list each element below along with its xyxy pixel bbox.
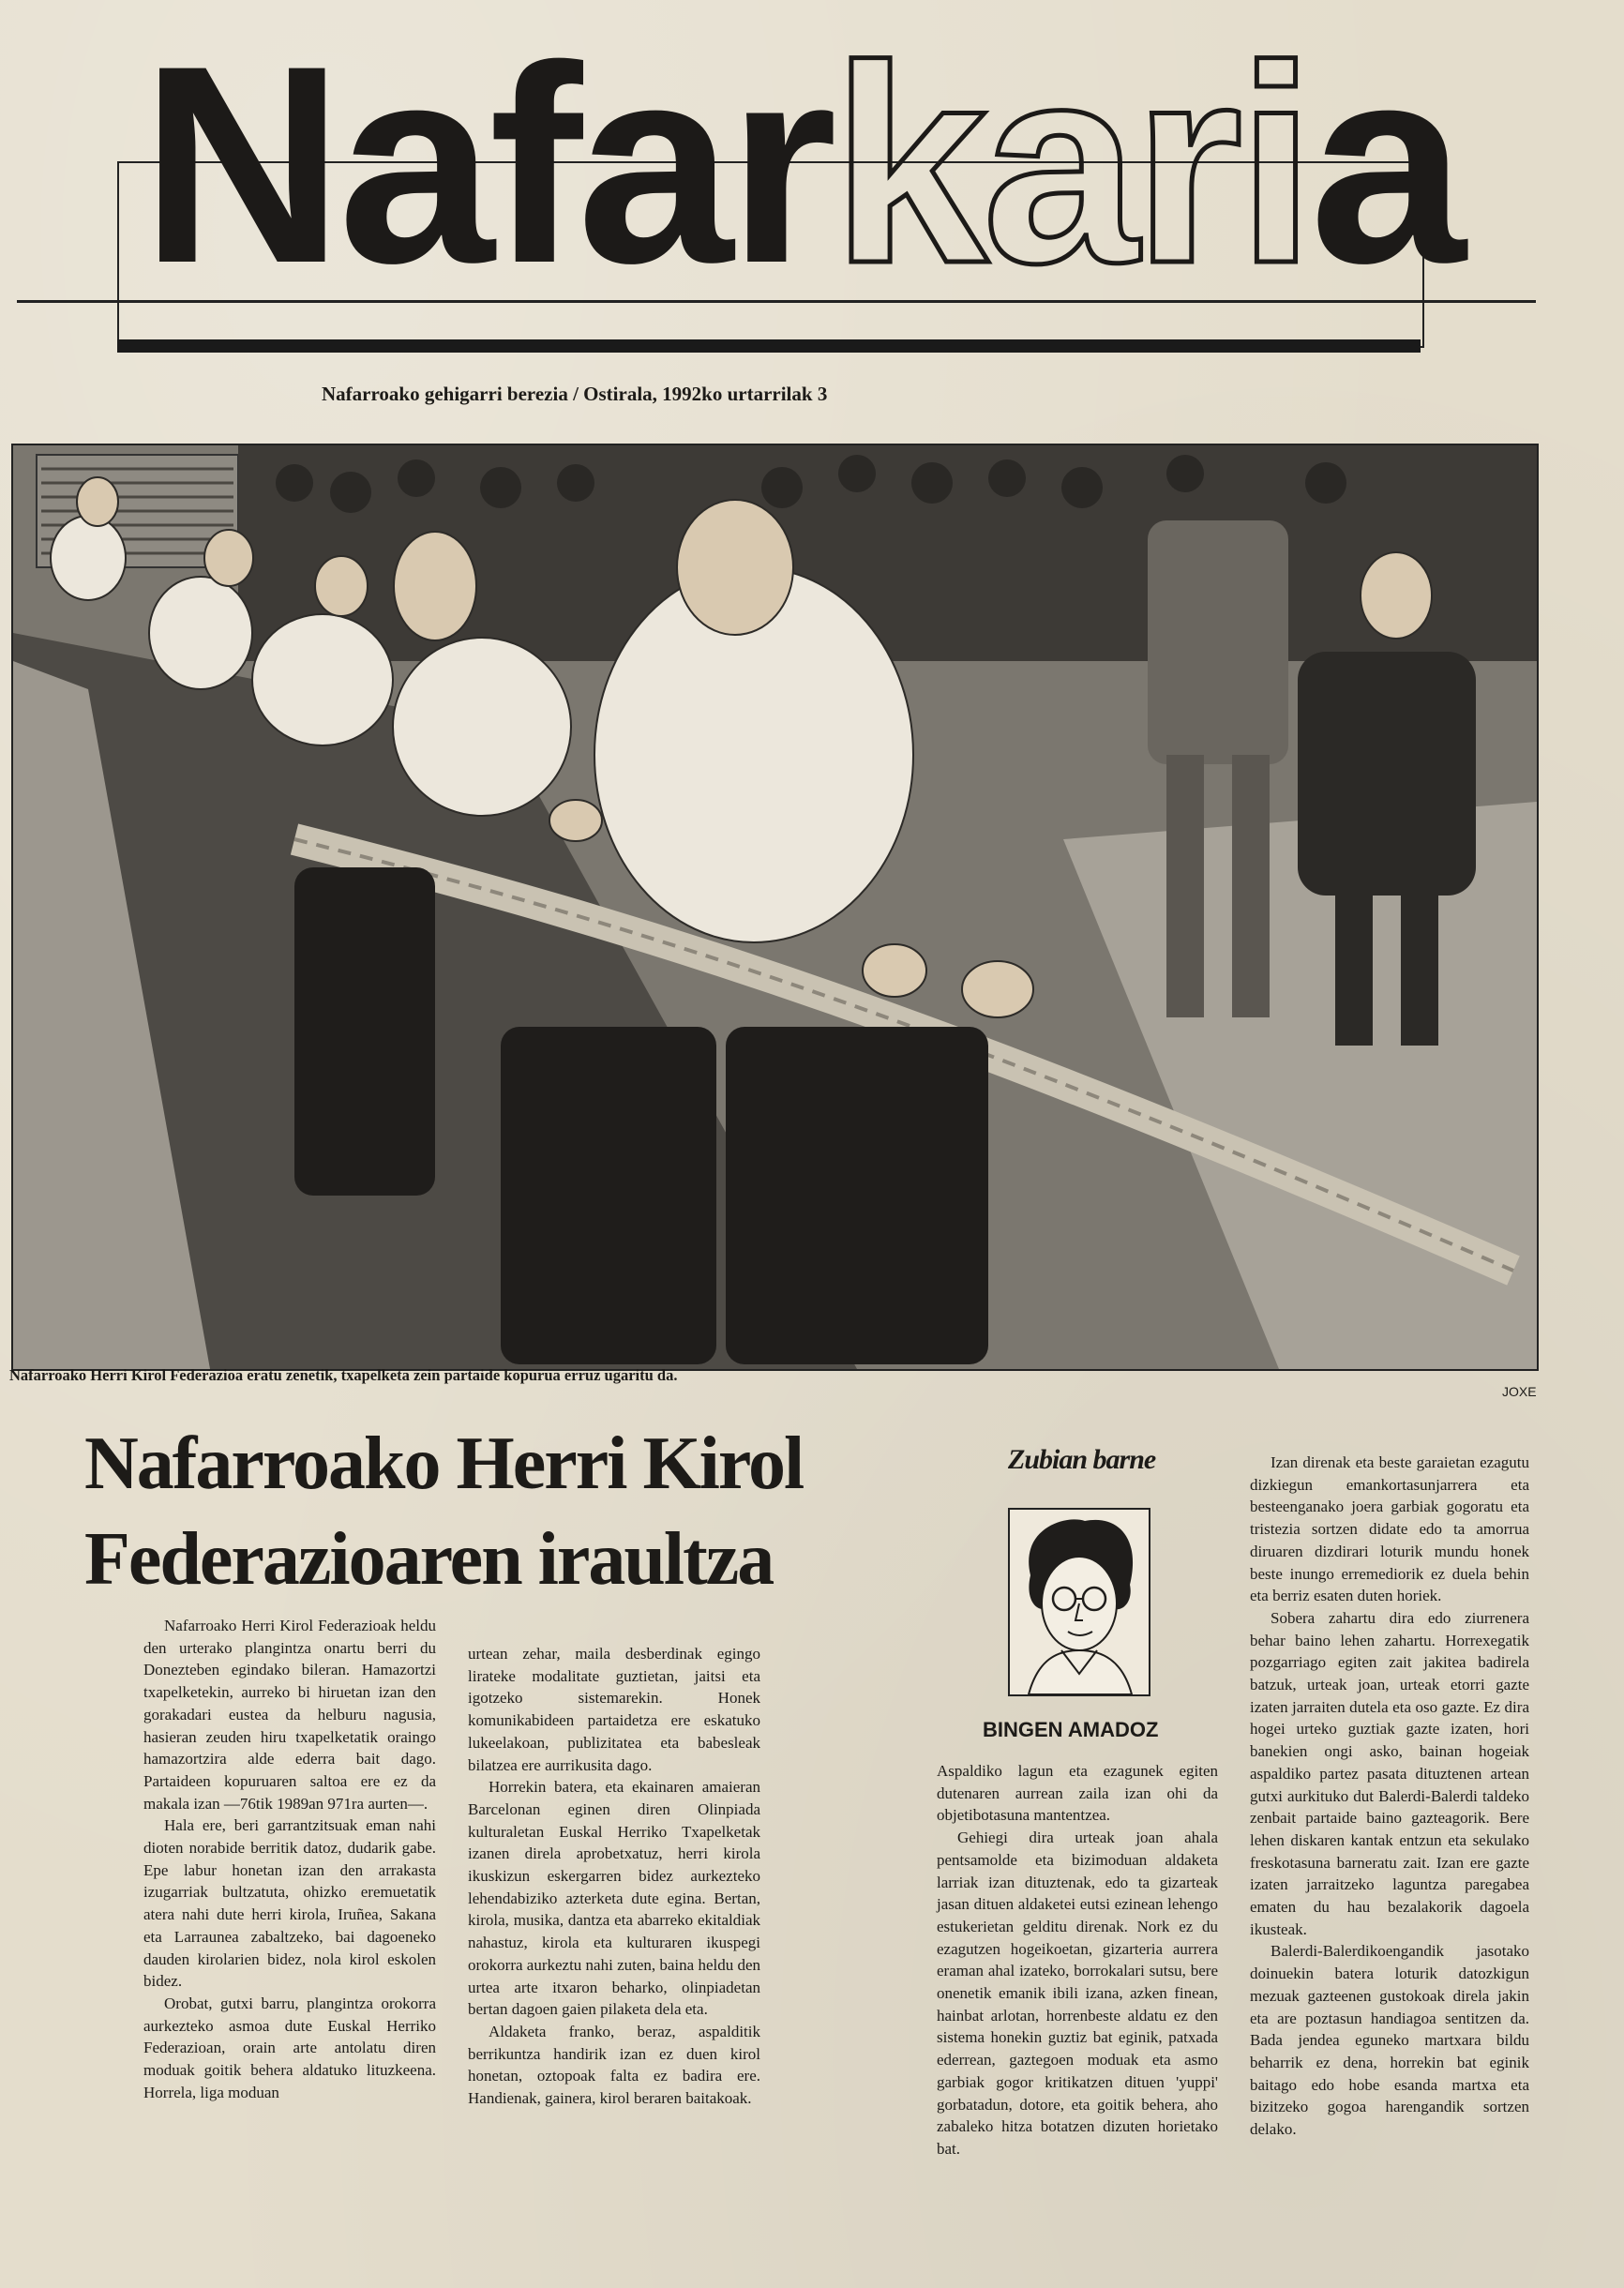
tug-of-war-photo	[11, 444, 1539, 1371]
edition-line: Nafarroako gehigarri berezia / Ostirala, 1992ko urtarrilak 3	[322, 383, 828, 405]
masthead-title-outline: kari	[832, 7, 1310, 322]
paragraph: Aldaketa franko, beraz, aspalditik berrikuntza handirik izan ez duen kirol honetan, oztopoak falta ez badira ere. Handienak, gainera, kirol beraren baitakoak.	[468, 2022, 760, 2108]
paragraph: Orobat, gutxi barru, plangintza orokorra aurkezteko asmoa dute Euskal Herriko Federazioan, orain arte antolatu diren moduak goitik behera aldatuko lituzkeena. Horrela, liga moduan	[143, 1994, 436, 2101]
photo-illustration	[13, 445, 1537, 1369]
masthead-title-end: a	[1309, 7, 1461, 322]
paragraph: Hala ere, beri garrantzitsuak eman nahi dioten norabide berritik datoz, dudarik gabe. Epe labur honetan izan den arrakasta izugarriak bultzatuta, ohizko eremuetatik atera nahi dute herri kirola, Iruñea, Sakana eta Larraunea zabaltzeko, bai dagoeneko dauden kirolarien bidez, nola kirol eskolen bidez.	[143, 1816, 436, 1991]
article-headline	[84, 1416, 928, 1607]
paragraph: Sobera zahartu dira edo ziurrenera behar baino lehen zahartu. Horrexegatik pozgarriago egiten zait jakitea badirela batzuk, urteak joan, urteak etorri gazte izaten jarraiten dutela eta oso gazte. Ez dira hogei urteko guztiak gazte izaten, hori banekien ongi asko, bainan hogeiak aspaldiko partez pasata dituztenen artean gutxi aurkituko dut Balerdi-Balerdi taldeko zenbait partaide baino gazteagorik. Bere lehen diskaren kantak entzun eta sekulako freskotasuna barneratu zait. Izan ere gazte izaten jarraitzeko laguntza paregabea ematen du hau bezalakorik dagoela ikusteak.	[1250, 1608, 1529, 1938]
author-caricature	[1010, 1510, 1149, 1694]
paragraph: Aspaldiko lagun eta ezagunek egiten dutenaren aurrean zaila izan ohi da objetibotasuna mantentzea.	[937, 1762, 1218, 1825]
masthead-title	[141, 7, 1472, 322]
paragraph: Izan direnak eta beste garaietan ezagutu dizkiegun emankortasunjarrera eta besteenganako joera garbiak gogoratu eta tristezia sortzen didate edo ta amorrua diruaren dizdirari loturik mundu honek beste inungo erremediorik ez duela behin eta berriz esaten duten horiek.	[1250, 1453, 1529, 1605]
headline-line-2: Federazioaren iraultza	[84, 1518, 774, 1601]
masthead-thick-rule	[117, 339, 1421, 353]
paragraph: urtean zehar, maila desberdinak egingo lirateke modalitate guztietan, jaitsi eta igotzeko sistemarekin. Honek komunikabideen partaidetza ere eskatuko lukeelakoan, publizitatea eta babesleak bilatzea ere aurrikusita dago.	[468, 1645, 760, 1774]
article-column-1	[143, 1615, 436, 2103]
column-section-title: Zubian barne	[1008, 1444, 1156, 1475]
column-author: BINGEN AMADOZ	[983, 1718, 1159, 1741]
masthead-title-solid: Nafar	[141, 7, 832, 322]
opinion-column-1	[937, 1760, 1218, 2160]
paragraph: Balerdi-Balerdikoengandik jasotako doinuekin batera loturik datozkigun mezuak gazteenen gustokoak direla jakin eta are poztasun handiagoa sentitzen da. Bada jendea eguneko martxara bildu beharrik ez dena, horrekin bat eginik baitago edo hobe esanda martxa eta bizitzeko gogoa harengandik sortzen delako.	[1250, 1942, 1529, 2139]
photo-credit: JOXE	[1502, 1384, 1537, 1399]
paragraph: Gehiegi dira urteak joan ahala pentsamolde eta bizimoduan aldaketa larriak izan dituztenak, edo ta gizarteak jasan dituen aldaketei eutsi ezinean lehengo estukerietan gelditu direnak. Nork ez du ezagutzen hogeikoetan, gizarteria aurrera eraman ahal izateko, borrokalari sutsu, bere onenetik emanik ibili izana, azken finean, hainbat arlotan, horrenbeste aldatu ez den sistema honekin guztiz bat eginik, patxada ederrean, gaztegoen moduak eta asmo garbiak gogor kritikatzen dituen 'yuppi' gorbatadun, dotore, eta goitik behera, aho zabaleko hitza botatzen dizuten horietako bat.	[937, 1829, 1218, 2158]
paragraph: Nafarroako Herri Kirol Federazioak heldu den urterako plangintza onartu berri du Donezteben egindako bileran. Hamazortzi txapelketekin, aurreko bi hiruetan izan den gorakadari eustea da helburu nagusia, hasieran zeuden hiru txapelketatik oraingo hamazortzira alde ederra bait dago. Partaideen kopuruaren saltoa ere ez da makala izan —76tik 1989an 971ra aurten—.	[143, 1617, 436, 1813]
author-portrait	[1008, 1508, 1150, 1696]
headline-line-1: Nafarroako Herri Kirol	[84, 1422, 804, 1505]
paragraph: Horrekin batera, eta ekainaren amaieran Barcelonan eginen diren Olinpiada kulturaletan Euskal Herriko Txapelketak izanen direla aprobetxatuz, herri kirola ikuskizun eskergarren bidez aurkezteko lehendabiziko azterketa dute egina. Bertan, kirola, musika, dantza eta abarreko ekitaldiak nahastuz, kirola eta kulturaren ikuspegi orokorra aurkeztu nahi zuten, baina heldu den urtea arte itxaron beharko, olinpiadetan bertan dagoen gaien pilaketa dela eta.	[468, 1778, 761, 2019]
photo-caption: Nafarroako Herri Kirol Federazioa eratu zenetik, txapelketa zein partaide kopurua erruz ugaritu da.	[9, 1366, 678, 1384]
opinion-column-2	[1250, 1452, 1529, 2141]
article-column-2	[468, 1643, 760, 2110]
